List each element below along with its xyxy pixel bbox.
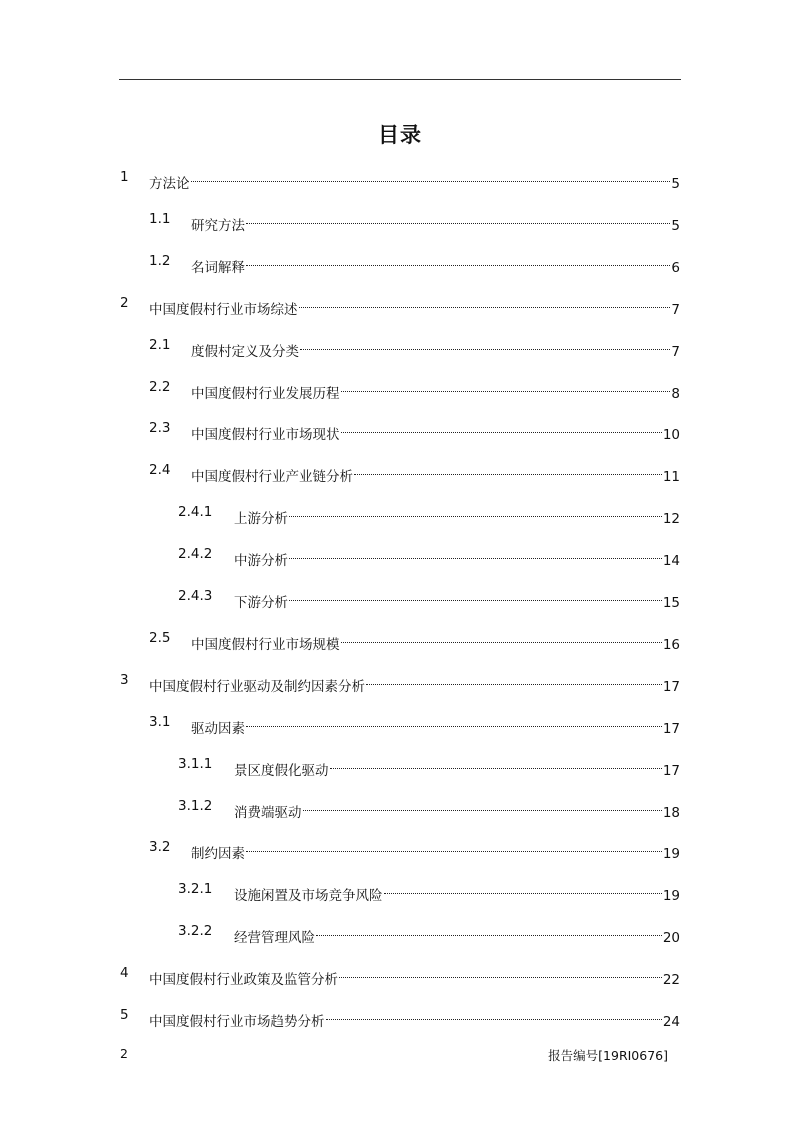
toc-entry[interactable] — [149, 376, 680, 402]
toc-dot-leader — [326, 1004, 662, 1026]
toc-entry-number: 2.2 — [149, 378, 171, 395]
toc-entry-page: 5 — [671, 217, 680, 234]
toc-entry-number: 2 — [120, 294, 129, 311]
toc-entry[interactable] — [120, 1004, 680, 1030]
toc-entry-number: 3.2.2 — [178, 923, 213, 940]
toc-entry-page: 7 — [671, 343, 680, 360]
toc-entry-number: 3.1 — [149, 713, 171, 730]
toc-entry-number: 1.2 — [149, 252, 171, 269]
toc-dot-leader — [354, 459, 662, 481]
toc-entry[interactable] — [178, 585, 680, 611]
toc-entry-page: 11 — [662, 469, 680, 486]
toc-entry[interactable] — [149, 836, 680, 863]
toc-entry-number: 2.1 — [149, 336, 171, 353]
toc-entry-number: 2.4 — [149, 462, 171, 479]
toc-entry-title: 制约因素 — [191, 846, 245, 863]
toc-dot-leader — [191, 166, 671, 188]
toc-entry-page: 19 — [662, 888, 680, 905]
toc-entry-title: 中国度假村行业发展历程 — [191, 385, 340, 402]
toc-entry-number: 2.4.2 — [178, 546, 213, 563]
toc-entry-number: 4 — [120, 965, 129, 982]
toc-dot-leader — [246, 250, 670, 272]
toc-entry-number: 1.1 — [149, 210, 171, 227]
toc-entry-page: 22 — [662, 972, 680, 989]
toc-entry-title: 中国度假村行业产业链分析 — [191, 469, 353, 486]
toc-entry[interactable] — [149, 334, 680, 360]
toc-dot-leader — [384, 878, 662, 900]
toc-dot-leader — [330, 753, 662, 775]
toc-dot-leader — [300, 334, 670, 356]
toc-entry-title: 设施闲置及市场竞争风险 — [234, 888, 383, 905]
toc-entry-title: 中游分析 — [234, 553, 288, 570]
toc-entry[interactable] — [149, 459, 680, 486]
toc-entry[interactable] — [120, 166, 680, 192]
toc-dot-leader — [299, 292, 671, 314]
toc-dot-leader — [246, 836, 662, 858]
toc-entry-number: 1 — [120, 169, 129, 185]
toc-entry-title: 研究方法 — [191, 217, 245, 234]
toc-dot-leader — [341, 417, 662, 439]
footer-report-id: 报告编号[19RI0676] — [548, 1048, 668, 1063]
toc-entry-page: 15 — [662, 595, 680, 611]
toc-entry-number: 5 — [120, 1007, 129, 1023]
toc-entry[interactable] — [149, 627, 680, 653]
toc-dot-leader — [303, 795, 662, 817]
toc-entry-title: 下游分析 — [234, 595, 288, 611]
toc-entry-title: 方法论 — [149, 176, 190, 192]
toc-entry[interactable] — [178, 543, 680, 570]
toc-dot-leader — [366, 669, 662, 691]
toc-entry-page: 12 — [662, 511, 680, 528]
toc-dot-leader — [341, 627, 662, 649]
toc-entry[interactable] — [178, 878, 680, 905]
toc-entry[interactable] — [178, 753, 680, 779]
toc-entry-page: 7 — [671, 301, 680, 318]
toc-entry-number: 3.1.1 — [178, 755, 213, 772]
toc-dot-leader — [246, 208, 670, 230]
toc-entry-page: 14 — [662, 553, 680, 570]
toc-entry[interactable] — [120, 292, 680, 318]
toc-entry-page: 5 — [671, 176, 680, 192]
toc-entry-page: 16 — [662, 636, 680, 653]
toc-entry-title: 驱动因素 — [191, 720, 245, 737]
toc-entry[interactable] — [178, 920, 680, 947]
toc-entry-title: 中国度假村行业市场现状 — [191, 427, 340, 444]
toc-entry-page: 24 — [662, 1014, 680, 1030]
toc-entry-number: 2.5 — [149, 629, 171, 646]
toc-entry[interactable] — [149, 417, 680, 444]
toc-entry-title: 上游分析 — [234, 511, 288, 528]
toc-entry-page: 8 — [671, 385, 680, 402]
toc-entry-title: 消费端驱动 — [234, 804, 302, 821]
toc-entry-title: 名词解释 — [191, 259, 245, 276]
toc-entry-title: 中国度假村行业市场综述 — [149, 301, 298, 318]
toc-entry-number: 2.4.1 — [178, 504, 213, 521]
toc-entry-page: 17 — [662, 762, 680, 779]
toc-entry-title: 景区度假化驱动 — [234, 762, 329, 779]
toc-entry-title: 中国度假村行业市场规模 — [191, 636, 340, 653]
toc-entry-page: 20 — [662, 930, 680, 947]
toc-entry-title: 中国度假村行业驱动及制约因素分析 — [149, 678, 365, 695]
toc-entry[interactable] — [178, 795, 680, 821]
toc-entry[interactable] — [178, 501, 680, 528]
toc-entry-number: 2.3 — [149, 420, 171, 437]
toc-entry[interactable] — [149, 250, 680, 276]
toc-dot-leader — [341, 376, 671, 398]
toc-entry-number: 3.2 — [149, 839, 171, 856]
toc-entry[interactable] — [149, 711, 680, 737]
toc-entry-page: 6 — [671, 259, 680, 276]
toc-entry-title: 中国度假村行业市场趋势分析 — [149, 1014, 325, 1030]
toc-entry[interactable] — [149, 208, 680, 234]
toc-entry-number: 3.1.2 — [178, 797, 213, 814]
footer-page-number: 2 — [120, 1046, 128, 1061]
toc-dot-leader — [339, 962, 662, 984]
toc-dot-leader — [246, 711, 662, 733]
toc-entry-page: 19 — [662, 846, 680, 863]
toc-dot-leader — [289, 501, 662, 523]
toc-entry[interactable] — [120, 962, 680, 989]
toc-entry-title: 度假村定义及分类 — [191, 343, 299, 360]
toc-entry-number: 2.4.3 — [178, 588, 213, 604]
toc-dot-leader — [289, 543, 662, 565]
page-title: 目录 — [378, 123, 422, 147]
toc-entry-title: 中国度假村行业政策及监管分析 — [149, 972, 338, 989]
toc-entry-page: 17 — [662, 678, 680, 695]
toc-dot-leader — [289, 585, 662, 607]
toc-entry-page: 17 — [662, 720, 680, 737]
toc-entry[interactable] — [120, 669, 680, 695]
toc-entry-number: 3.2.1 — [178, 881, 213, 898]
toc-entry-number: 3 — [120, 671, 129, 688]
toc-entry-page: 18 — [662, 804, 680, 821]
toc-entry-page: 10 — [662, 427, 680, 444]
toc-entry-title: 经营管理风险 — [234, 930, 315, 947]
toc-dot-leader — [316, 920, 662, 942]
